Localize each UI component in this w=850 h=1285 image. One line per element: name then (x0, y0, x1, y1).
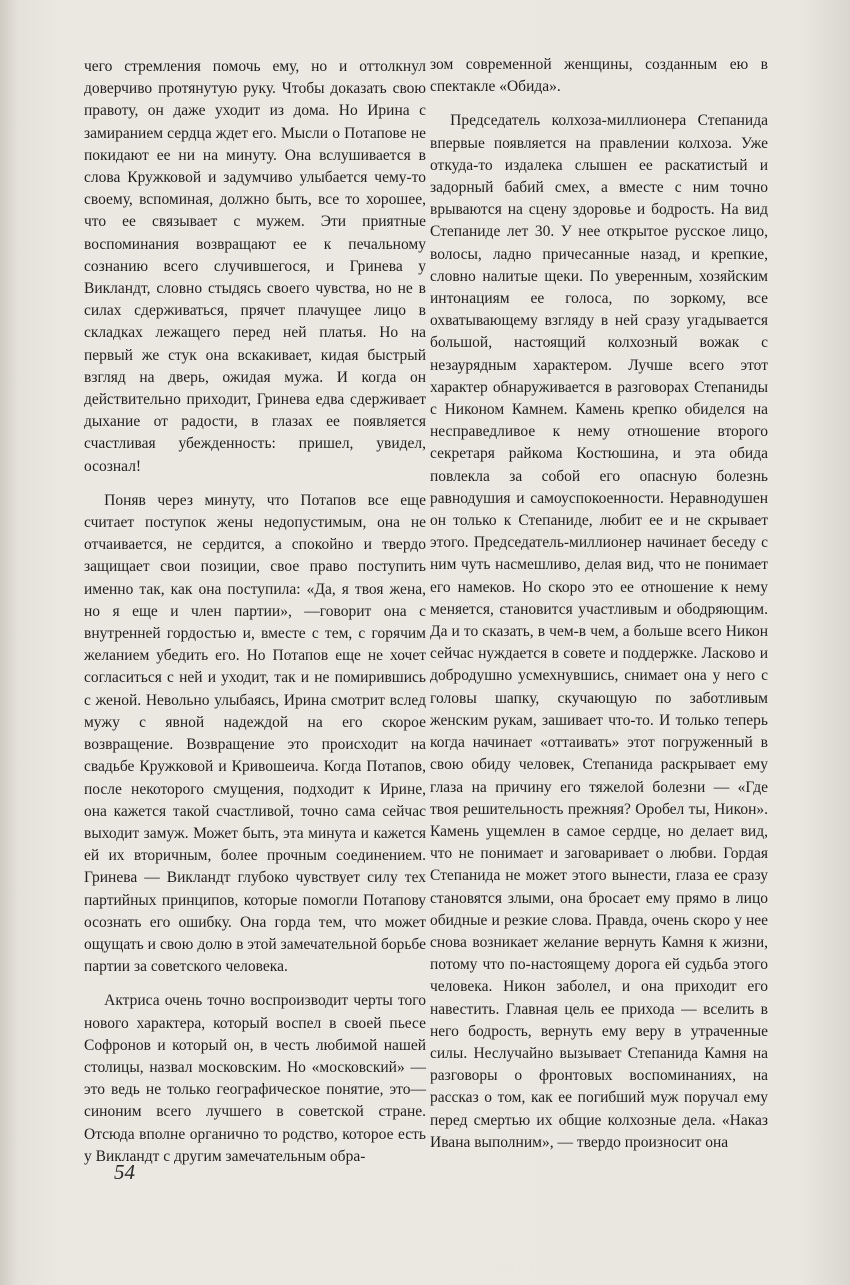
paragraph: Поняв через минуту, что Потапов все еще считает поступок жены недопустимым, она не отчаивается, не сердится, а спокойно и твердо защищает свои позиции, свое право поступить именно так, как она поступила: «Да, я твоя жена, но я еще и член партии», —говорит она с внутренней гордостью и, вместе с тем, с горячим желанием убедить его. Но Потапов еще не хочет согласиться с ней и уходит, так и не помирившись с женой. Невольно улыбаясь, Ирина смотрит вслед мужу с явной надеждой на его скорое возвращение. Возвращение это происходит на свадьбе Кружковой и Кривошеича. Когда Потапов, после некоторого смущения, подходит к Ирине, она кажется такой счастливой, точно сама сейчас выходит замуж. Может быть, эта минута и кажется ей их вторичным, более прочным соединением. Гринева — Викландт глубоко чувствует силу тех партийных принципов, которые помогли Потапову осознать его ошибку. Она горда тем, что может ощущать и свою долю в этой замечательной борьбе партии за советского человека. (84, 491, 426, 976)
left-column (84, 56, 426, 1180)
paragraph: Председатель колхоза-миллионера Степанида впервые появляется на правлении колхоза. Уже откуда-то издалека слышен ее раскатистый и задорный бабий смех, а вместе с ним точно врываются на сцену здоровье и бодрость. На вид Степаниде лет 30. У нее открытое русское лицо, волосы, ладно причесанные назад, и крепкие, словно налитые щеки. По уверенным, хозяйским интонациям ее голоса, по зоркому, все охватывающему взгляду в ней сразу угадывается большой, настоящий колхозный вожак с незаурядным характером. Лучше всего этот характер обнаруживается в разговорах Степаниды с Никоном Камнем. Камень крепко обиделся на несправедливое к нему отношение второго секретаря райкома Костюшина, и эта обида повлекла за собой его опасную болезнь равнодушия и самоуспокоенности. Неравнодушен он только к Степаниде, любит ее и не скрывает этого. Председатель-миллионер начинает беседу с ним чуть насмешливо, делая вид, что не понимает его намеков. Но скоро это ее отношение к нему меняется, становится участливым и ободряющим. Да и то сказать, в чем-в чем, а больше всего Никон сейчас нуждается в совете и поддержке. Ласково и добродушно усмехнувшись, снимает она у него с головы шапку, скучающую по заботливым женским рукам, зашивает что-то. И только теперь когда начинает «оттаивать» этот погруженный в свою обиду человек, Степанида раскрывает ему глаза на причину его тяжелой болезни — «Где твоя решительность прежняя? Оробел ты, Никон». Камень ущемлен в самое сердце, но делает вид, что не понимает и заговаривает о любви. Гордая Степанида не может этого вынести, глаза ее сразу становятся злыми, она бросает ему прямо в лицо обидные и резкие слова. Правда, очень скоро у нее снова возникает желание вернуть Камня к жизни, потому что по-настоящему дорога ей судьба этого человека. Никон заболел, и она приходит его навестить. Главная цель ее прихода — вселить в него бодрость, вернуть ему веру в утраченные силы. Неслучайно вызывает Степанида Камня на разговоры о фронтовых воспоминаниях, на рассказ о том, как ее погибший муж поручал ему перед смертью их общие колхозные дела. «Наказ Ивана выполним», — твердо произносит она (430, 112, 768, 1151)
paragraph: зом современной женщины, созданным ею в спектакле «Обида». (430, 56, 768, 96)
paragraph: Актриса очень точно воспроизводит черты того нового характера, который воспел в своей пьесе Софронов и который он, в честь любимой нашей столицы, назвал московским. Но «московский» — это ведь не только географическое понятие, это—синоним всего лучшего в советской стране. Отсюда вполне органично то родство, которое есть у Викландт с другим замечательным обра- (84, 992, 426, 1165)
right-column (430, 54, 768, 1166)
page-number: 54 (114, 1160, 135, 1184)
paragraph: чего стремления помочь ему, но и оттолкнул доверчиво протянутую руку. Чтобы доказать свою правоту, он даже уходит из дома. Но Ирина с замиранием сердца ждет его. Мысли о Потапове не покидают ее ни на минуту. Она вслушивается в слова Кружковой и задумчиво улыбается чему-то своему, вспоминая, должно быть, все то хорошее, что ее связывает с мужем. Эти приятные воспоминания возвращают ее к печальному сознанию всего случившегося, и Гринева у Викландт, словно стыдясь своего чувства, но не в силах сдерживаться, прячет плачущее лицо в складках лежащего перед ней платья. Но на первый же стук она вскакивает, кидая быстрый взгляд на дверь, ожидая мужа. И когда он действительно приходит, Гринева едва сдерживает дыхание от радости, в глазах ее появляется счастливая убежденность: пришел, увидел, осознал! (84, 58, 426, 475)
